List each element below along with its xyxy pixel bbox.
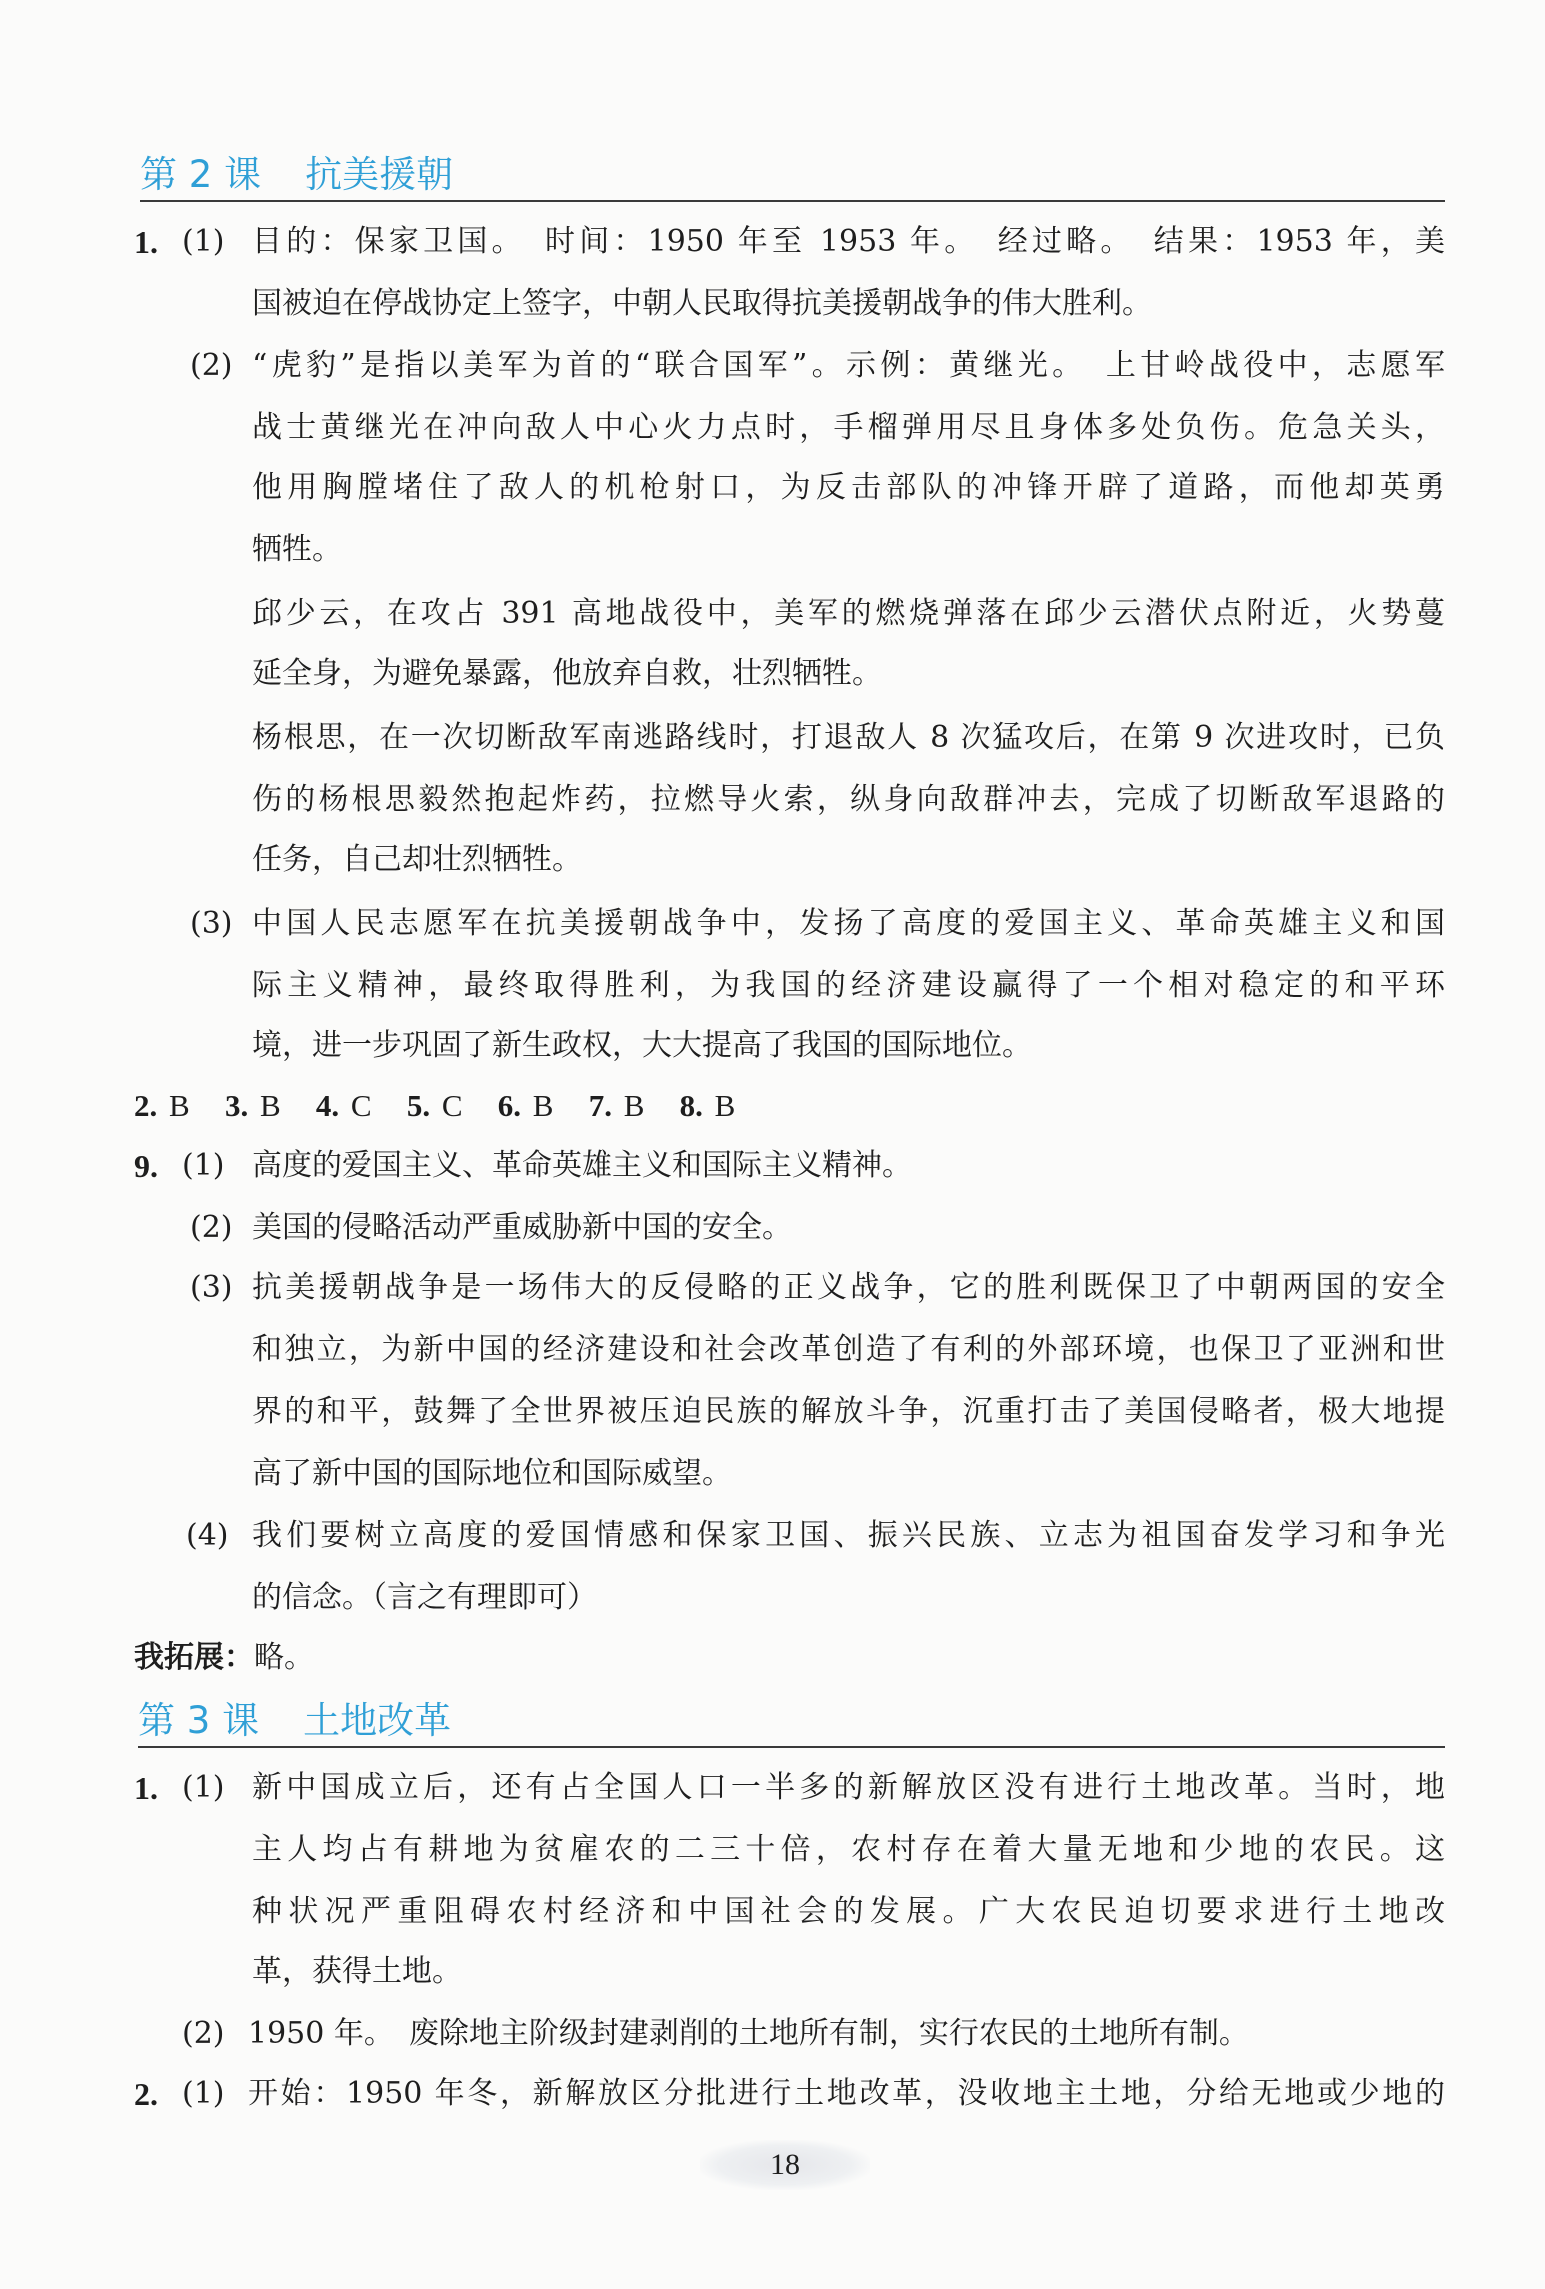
multiple-choice-answers	[134, 1086, 735, 1126]
sub-label: (1)	[182, 1770, 225, 1805]
question-number: 1.	[134, 1770, 158, 1806]
answer: C	[441, 1088, 463, 1123]
answer-line: 界的和平，鼓舞了全世界被压迫民族的解放斗争，沉重打击了美国侵略者，极大地提	[252, 1394, 1445, 1429]
sub-label: (3)	[190, 906, 233, 941]
section-name: 抗美援朝	[305, 153, 454, 196]
answer-line: 新中国成立后，还有占全国人口一半多的新解放区没有进行土地改革。当时，地	[252, 1770, 1445, 1805]
sub-label: (1)	[182, 2076, 225, 2111]
question-number: 8.	[679, 1088, 703, 1123]
answer-line: 美国的侵略活动严重威胁新中国的安全。	[252, 1210, 792, 1245]
question-number: 1.	[134, 224, 158, 260]
extension-label: 我拓展：	[134, 1640, 254, 1675]
sub-label: (4)	[186, 1518, 229, 1553]
answer-line: 伤的杨根思毅然抱起炸药，拉燃导火索，纵身向敌群冲去，完成了切断敌军退路的	[252, 782, 1445, 817]
answer-line: 他用胸膛堵住了敌人的机枪射口，为反击部队的冲锋开辟了道路，而他却英勇	[252, 470, 1445, 505]
question-number: 2.	[134, 1088, 158, 1123]
answer-line: 和独立，为新中国的经济建设和社会改革创造了有利的外部环境，也保卫了亚洲和世	[252, 1332, 1445, 1367]
sub-label: (2)	[182, 2016, 225, 2051]
answer-line: 高度的爱国主义、革命英雄主义和国际主义精神。	[252, 1148, 912, 1183]
section-title-lesson-3	[138, 1696, 1445, 1748]
section-title-lesson-2	[140, 150, 1445, 202]
answer-line: “虎豹”是指以美军为首的“联合国军”。示例：黄继光。 上甘岭战役中，志愿军	[252, 348, 1445, 383]
answer-line: 牺牲。	[252, 532, 342, 567]
answer-line: 高了新中国的国际地位和国际威望。	[252, 1456, 732, 1491]
answer-line: 种状况严重阻碍农村经济和中国社会的发展。广大农民迫切要求进行土地改	[252, 1894, 1445, 1929]
answer: B	[169, 1088, 190, 1123]
answer: B	[623, 1088, 645, 1123]
answer: B	[259, 1088, 281, 1123]
answer: C	[350, 1088, 372, 1123]
extension	[134, 1638, 314, 1678]
section-number: 第 2 课	[140, 153, 262, 196]
answer-line: 邱少云，在攻占 391 高地战役中，美军的燃烧弹落在邱少云潜伏点附近，火势蔓	[252, 596, 1445, 631]
answer-line: 际主义精神，最终取得胜利，为我国的经济建设赢得了一个相对稳定的和平环	[252, 968, 1445, 1003]
question-number: 4.	[315, 1088, 340, 1123]
answer-line: 中国人民志愿军在抗美援朝战争中，发扬了高度的爱国主义、革命英雄主义和国	[252, 906, 1445, 941]
sub-label: (2)	[190, 348, 233, 383]
answer-line: 的信念。（言之有理即可）	[252, 1580, 597, 1615]
section-name: 土地改革	[303, 1699, 452, 1742]
answer-line: 目的：保家卫国。 时间：1950 年至 1953 年。 经过略。 结果：1953 年，美	[252, 224, 1445, 259]
page-number: 18	[700, 2140, 870, 2190]
answer-line: 开始：1950 年冬，新解放区分批进行土地改革，没收地主土地，分给无地或少地的	[248, 2076, 1445, 2111]
answer-line: 革，获得土地。	[252, 1954, 462, 1989]
answer-line: 战士黄继光在冲向敌人中心火力点时，手榴弹用尽且身体多处负伤。危急关头，	[252, 410, 1445, 445]
question-number: 6.	[497, 1088, 521, 1123]
extension-text: 略。	[254, 1640, 314, 1675]
answer-line: 主人均占有耕地为贫雇农的二三十倍，农村存在着大量无地和少地的农民。这	[252, 1832, 1445, 1867]
answer-line: 任务，自己却壮烈牺牲。	[252, 842, 582, 877]
question-number: 2.	[134, 2076, 158, 2112]
sub-label: (2)	[190, 1210, 233, 1245]
answer-line: 国被迫在停战协定上签字，中朝人民取得抗美援朝战争的伟大胜利。	[252, 286, 1152, 321]
answer-line: 杨根思，在一次切断敌军南逃路线时，打退敌人 8 次猛攻后，在第 9 次进攻时，已负	[252, 720, 1445, 755]
answer-line: 我们要树立高度的爱国情感和保家卫国、振兴民族、立志为祖国奋发学习和争光	[252, 1518, 1445, 1553]
answer-line: 抗美援朝战争是一场伟大的反侵略的正义战争，它的胜利既保卫了中朝两国的安全	[252, 1270, 1445, 1305]
sub-label: (3)	[190, 1270, 233, 1305]
answer: B	[532, 1088, 554, 1123]
answer-line: 境，进一步巩固了新生政权，大大提高了我国的国际地位。	[252, 1028, 1032, 1063]
question-number: 7.	[588, 1088, 612, 1123]
question-number: 5.	[406, 1088, 431, 1123]
answer: B	[714, 1088, 736, 1123]
question-number: 3.	[224, 1088, 249, 1123]
answer-line: 1950 年。 废除地主阶级封建剥削的土地所有制，实行农民的土地所有制。	[248, 2016, 1249, 2051]
sub-label: (1)	[182, 1148, 225, 1183]
answer-line: 延全身，为避免暴露，他放弃自救，壮烈牺牲。	[252, 656, 882, 691]
question-number: 9.	[134, 1148, 158, 1184]
sub-label: (1)	[182, 224, 225, 259]
section-number: 第 3 课	[138, 1699, 260, 1742]
